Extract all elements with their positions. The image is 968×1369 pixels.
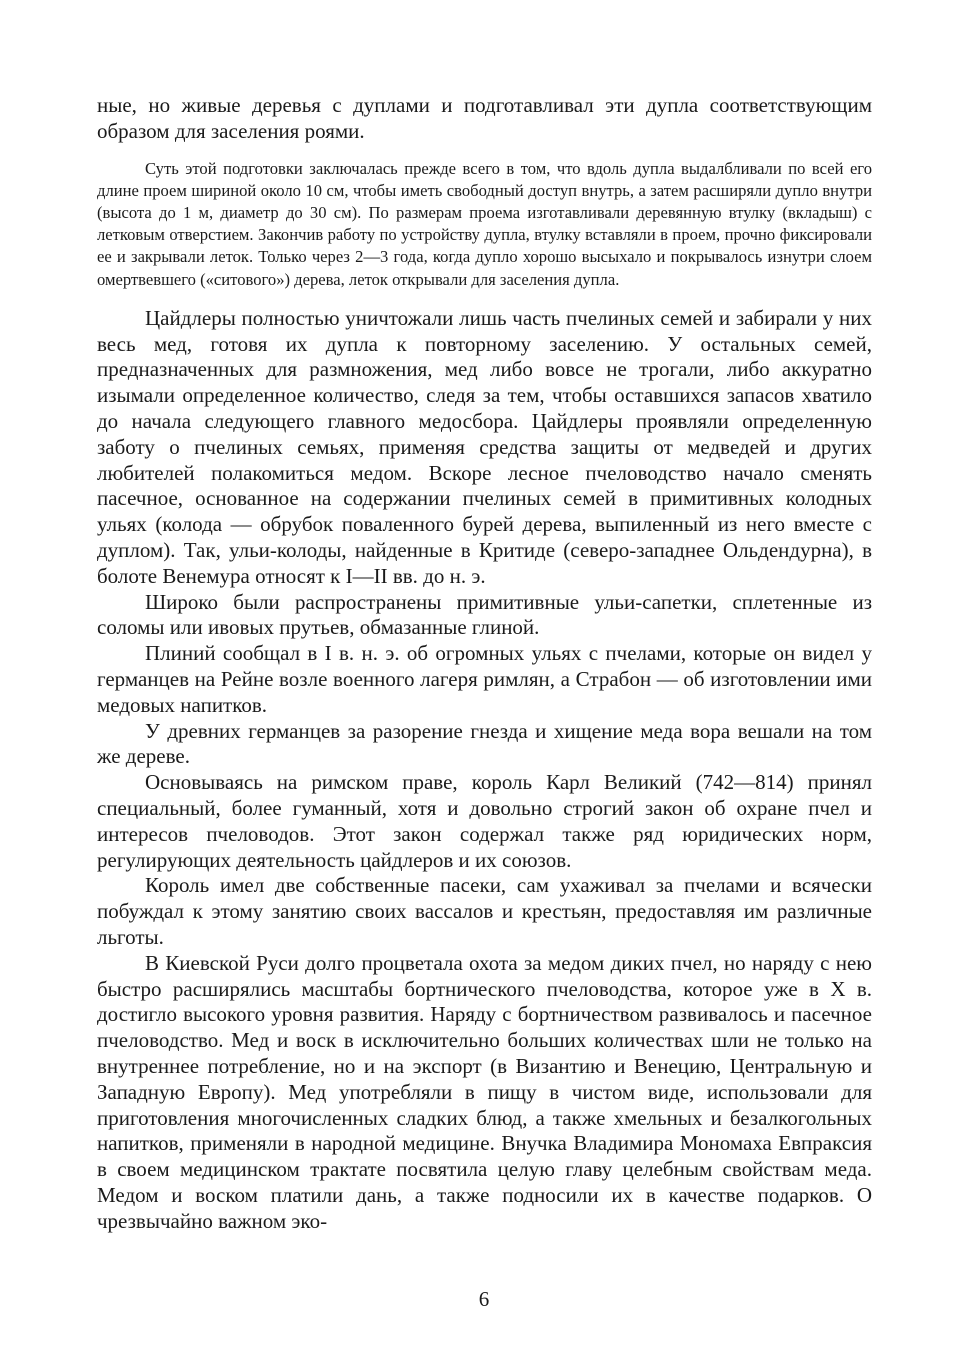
page-number: 6 <box>478 1287 490 1311</box>
paragraph: Король имел две собственные пасеки, сам ухаживал за пчелами и всячески побуждал к этому занятию своих вассалов и крестьян, предоставляя им различные льготы. <box>97 873 872 949</box>
paragraph: Широко были распространены примитивные ульи-сапетки, сплетенные из соломы или ивовых прутьев, обмазанные глиной. <box>97 589 872 640</box>
paragraph: Цайдлеры полностью уничтожали лишь часть пчелиных семей и забирали у них весь мед, готовя их дупла к повторному заселению. У остальных семей, предназначенных для размножения, мед либо вовсе не трогали, либо аккуратно изымали определенное количество, следя за тем, чтобы оставшихся запасов хватило до начала следующего главного медосбора. Цайдлеры проявляли определенную заботу о пчелиных семьях, применяя средства защиты от медведей и других любителей полакомиться медом. Вскоре лесное пчеловодство начало сменять пасечное, основанное на содержании пчелиных семей в примитивных колодных ульях (колода — обрубок поваленного бурей дерева, выпиленный из него вместе с дуплом). Так, ульи-колоды, найденные в Критиде (северо-западнее Ольдендурна), в болоте Венемура относят к I—II вв. до н. э. <box>97 305 872 588</box>
paragraph: Плиний сообщал в I в. н. э. об огромных ульях с пчелами, которые он видел у германцев на Рейне возле военного лагеря римлян, а Страбон — об изготовлении ими медовых напитков. <box>97 641 872 717</box>
paragraph: Основываясь на римском праве, король Карл Великий (742—814) принял специальный, более гуманный, хотя и довольно строгий закон об охране пчел и интересов пчеловодов. Этот закон содержал также ряд юридических норм, регулирующих деятельность цайдлеров и их союзов. <box>97 770 872 872</box>
page-body <box>97 93 872 1235</box>
paragraph-continuation: ные, но живые деревья с дуплами и подготавливал эти дупла соответствующим образом для заселения роями. <box>97 93 872 143</box>
note-paragraph: Суть этой подготовки заключалась прежде всего в том, что вдоль дупла выдалбливали по всей его длине проем шириной около 10 см, чтобы иметь свободный доступ внутрь, а затем расширяли дупло внутри (высота до 1 м, диаметр до 30 см). По размерам проема изготавливали деревянную втулку (вкладыш) с летковым отверстием. Закончив работу по устройству дупла, втулку вставляли в проем, прочно фиксировали ее и закрывали леток. Только через 2—3 года, когда дупло хорошо высыхало и покрывалось изнутри слоем омертвевшего («ситового») дерева, леток открывали для заселения дупла. <box>97 158 872 289</box>
paragraph: У древних германцев за разорение гнезда и хищение меда вора вешали на том же дереве. <box>97 718 872 769</box>
paragraph: В Киевской Руси долго процветала охота за медом диких пчел, но наряду с нею быстро расширялись масштабы бортнического пчеловодства, которое уже в X в. достигло высокого уровня развития. Наряду с бортничеством развивалось и пасечное пчеловодство. Мед и воск в исключительно больших количествах шли не только на внутреннее потребление, но и на экспорт (в Византию и Венецию, Центральную и Западную Европу). Мед употребляли в пищу в чистом виде, использовали для приготовления многочисленных сладких блюд, а также хмельных и безалкогольных напитков, применяли в народной медицине. Внучка Владимира Мономаха Евпраксия в своем медицинском трактате посвятила целую главу целебным свойствам меда. Медом и воском платили дань, а также подносили их в качестве подарков. О чрезвычайно важном эко- <box>97 950 872 1233</box>
